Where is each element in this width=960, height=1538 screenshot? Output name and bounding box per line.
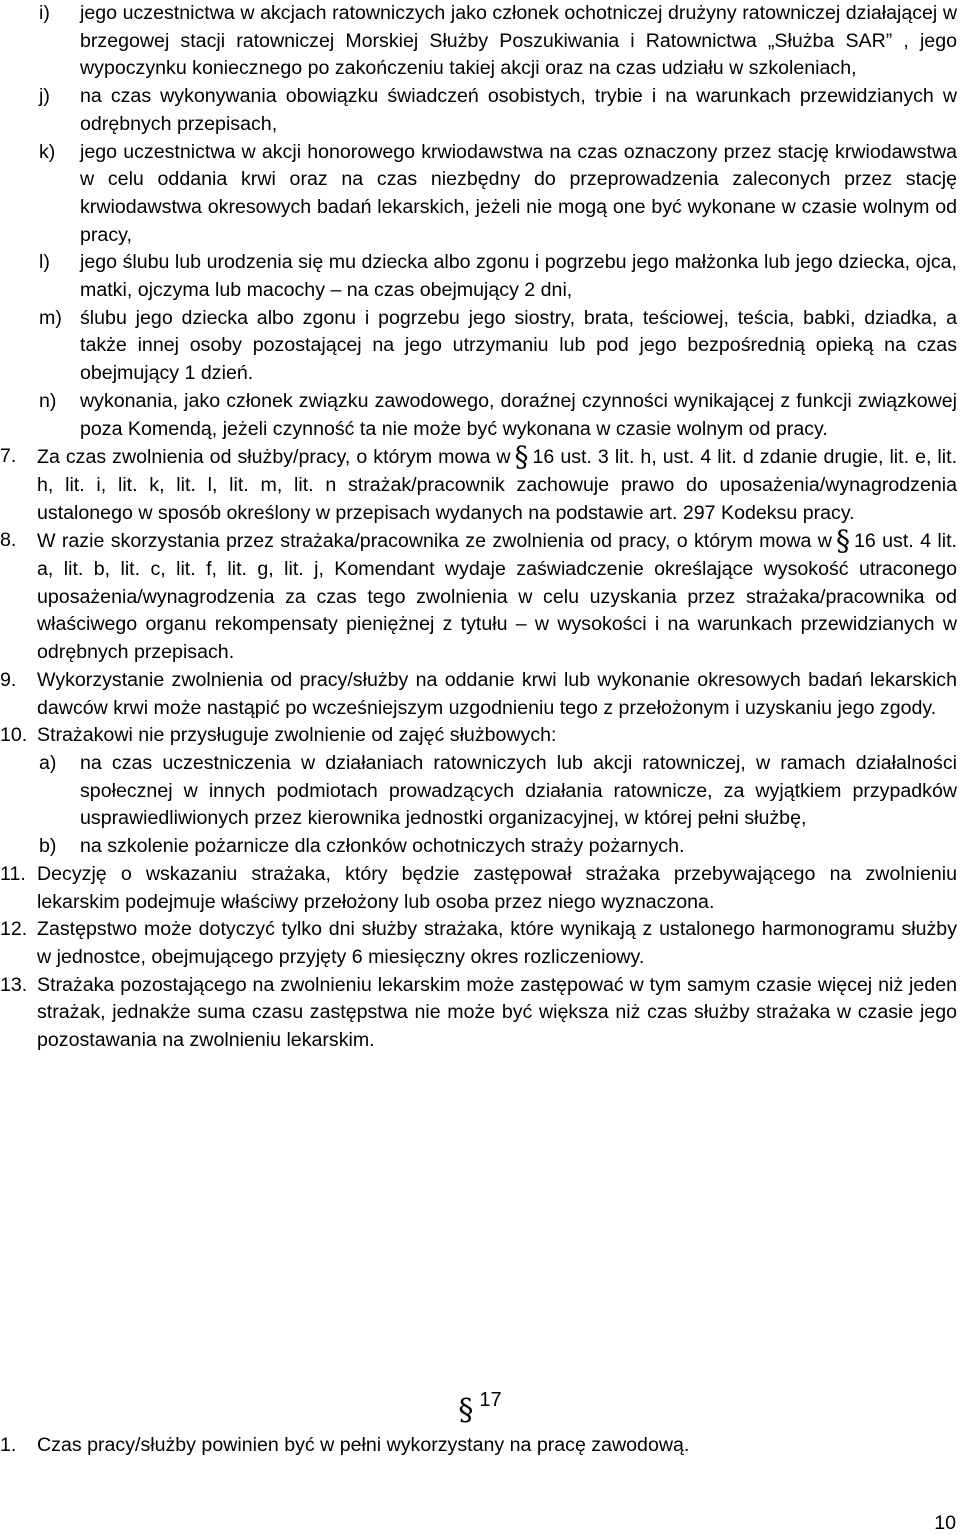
item-8 xyxy=(0,524,960,667)
item-text-part: Za czas zwolnienia od służby/pracy, o którym mowa w xyxy=(37,446,511,469)
subitem-text: na czas wykonywania obowiązku świadczeń osobistych, trybie i na warunkach przewidzianych w odrębnych przepisach, xyxy=(80,85,957,135)
item-marker: 11. xyxy=(0,862,26,885)
item-text-part: W razie skorzystania przez strażaka/pracownika ze zwolnienia od pracy, o którym mowa w xyxy=(37,530,832,553)
subitem-text: na czas uczestniczenia w działaniach ratowniczych lub akcji ratowniczej, w ramach działalności społecznej w innych podmiotach prowadzących działania ratownicze, za wyjątkiem przypadków usprawiedliwionych przez kierownika jednostki organizacyjnej, w której pełni służbę, xyxy=(80,751,957,830)
item-text: Strażaka pozostającego na zwolnieniu lekarskim może zastępować w tym samym czasie więcej niż jeden strażak, jednakże suma czasu zastępstwa nie może być większa niż czas służby strażaka w czasie jego pozostawania na zwolnieniu lekarskim. xyxy=(37,973,957,1052)
subitem-marker: l) xyxy=(39,251,50,274)
item-text: Czas pracy/służby powinien być w pełni wykorzystany na pracę zawodową. xyxy=(37,1434,690,1456)
section-item-1 xyxy=(0,1432,960,1460)
subitem-i xyxy=(0,0,960,83)
item-text: Decyzję o wskazaniu strażaka, który będzie zastępował strażaka przebywającego na zwolnieniu lekarskim podejmuje właściwy przełożony lub osoba przez niego wyznaczona. xyxy=(37,862,957,913)
paragraph-symbol: § xyxy=(835,524,850,558)
subitem-marker: m) xyxy=(39,306,62,329)
subitem-10b xyxy=(0,833,960,861)
item-11 xyxy=(0,861,960,916)
item-text-part: 16 ust. 3 lit. h, ust. 4 lit. d zdanie drugie, lit. e, lit. h, lit. i, lit. k, lit. l, lit. m, lit. n strażak/pracownik zachowuje prawo do uposażenia/wynagrodzenia ustalonego w sposób określony w przepisach wydanych na podstawie art. 297 Kodeksu pracy. xyxy=(37,446,958,524)
item-marker: 13. xyxy=(0,973,28,996)
subitem-marker: j) xyxy=(39,85,50,108)
item-marker: 10. xyxy=(0,724,28,747)
paragraph-symbol: § xyxy=(458,1393,474,1428)
subitem-m xyxy=(0,305,960,388)
subitem-text: wykonania, jako członek związku zawodowego, doraźnej czynności wynikającej z funkcji związkowej poza Komendą, jeżeli czynność ta nie może być wykonana w czasie wolnym od pracy. xyxy=(80,389,957,440)
subitem-j xyxy=(0,83,960,138)
item-text: Strażakowi nie przysługuje zwolnienie od zajęć służbowych: xyxy=(37,724,557,747)
item-text: Wykorzystanie zwolnienia od pracy/służby na oddanie krwi lub wykonanie okresowych badań lekarskich dawców krwi może nastąpić po wcześniejszym uzgodnieniu tego z przełożonym i uzyskaniu jego zgody. xyxy=(37,668,957,719)
item-marker: 12. xyxy=(0,918,28,941)
subitem-l xyxy=(0,249,960,304)
item-9 xyxy=(0,667,960,722)
subitem-text: ślubu jego dziecka albo zgonu i pogrzebu jego siostry, brata, teściowej, teścia, babki, dziadka, a także innej osoby pozostającej na jego utrzymaniu lub pod jego bezpośrednią opieką na czas obejmujący 1 dzień. xyxy=(80,306,957,385)
item-10 xyxy=(0,722,960,750)
subitem-n xyxy=(0,388,960,443)
subitem-text: jego uczestnictwa w akcjach ratowniczych jako członek ochotniczej drużyny ratowniczej działającej w brzegowej stacji ratowniczej Morskiej Służby Poszukiwania i Ratownictwa „Służba SAR” , jego wypoczynku koniecznego po zakończeniu takiej akcji oraz na czas udziału w szkoleniach, xyxy=(80,2,957,80)
subitem-marker: n) xyxy=(39,389,57,412)
subitem-marker: k) xyxy=(39,140,56,163)
section-heading xyxy=(0,1387,960,1428)
item-7 xyxy=(0,440,960,527)
paragraph-symbol: § xyxy=(514,440,529,474)
section-number: 17 xyxy=(479,1389,502,1411)
item-text xyxy=(37,440,958,527)
item-text-part: 16 ust. 4 lit. a, lit. b, lit. c, lit. f, lit. g, lit. j, Komendant wydaje zaświadczenie określające wysokość utraconego uposażenia/wynagrodzenia za czas tego zwolnienia w celu uzyskania przez strażaka/pracownika od właściwego organu rekompensaty pieniężnej z tytułu – w wysokości i na warunkach przewidzianych w odrębnych przepisach. xyxy=(37,530,957,664)
item-text xyxy=(37,524,957,667)
item-marker: 7. xyxy=(0,445,17,468)
item-marker: 9. xyxy=(0,668,17,691)
item-13 xyxy=(0,972,960,1055)
subitem-text: jego uczestnictwa w akcji honorowego krwiodawstwa na czas oznaczony przez stację krwiodawstwa w celu oddania krwi oraz na czas niezbędny do przeprowadzenia zaleconych przez stację krwiodawstwa okresowych badań lekarskich, jeżeli nie mogą one być wykonane w czasie wolnym od pracy, xyxy=(80,140,957,246)
page-number: 10 xyxy=(934,1512,956,1534)
item-text: Zastępstwo może dotyczyć tylko dni służby strażaka, które wynikają z ustalonego harmonogramu służby w jednostce, obejmującego przyjęty 6 miesięczny okres rozliczeniowy. xyxy=(37,918,957,968)
subitem-marker: a) xyxy=(39,751,57,774)
subitem-10a xyxy=(0,750,960,833)
item-marker: 1. xyxy=(0,1434,17,1456)
subitem-text: na szkolenie pożarnicze dla członków ochotniczych straży pożarnych. xyxy=(80,835,685,858)
subitem-marker: i) xyxy=(39,2,50,24)
item-12 xyxy=(0,916,960,971)
subitem-marker: b) xyxy=(39,835,57,858)
subitem-k xyxy=(0,139,960,250)
subitem-text: jego ślubu lub urodzenia się mu dziecka albo zgonu i pogrzebu jego małżonka lub jego dziecka, ojca, matki, ojczyma lub macochy – na czas obejmujący 2 dni, xyxy=(80,251,957,302)
item-marker: 8. xyxy=(0,529,17,552)
